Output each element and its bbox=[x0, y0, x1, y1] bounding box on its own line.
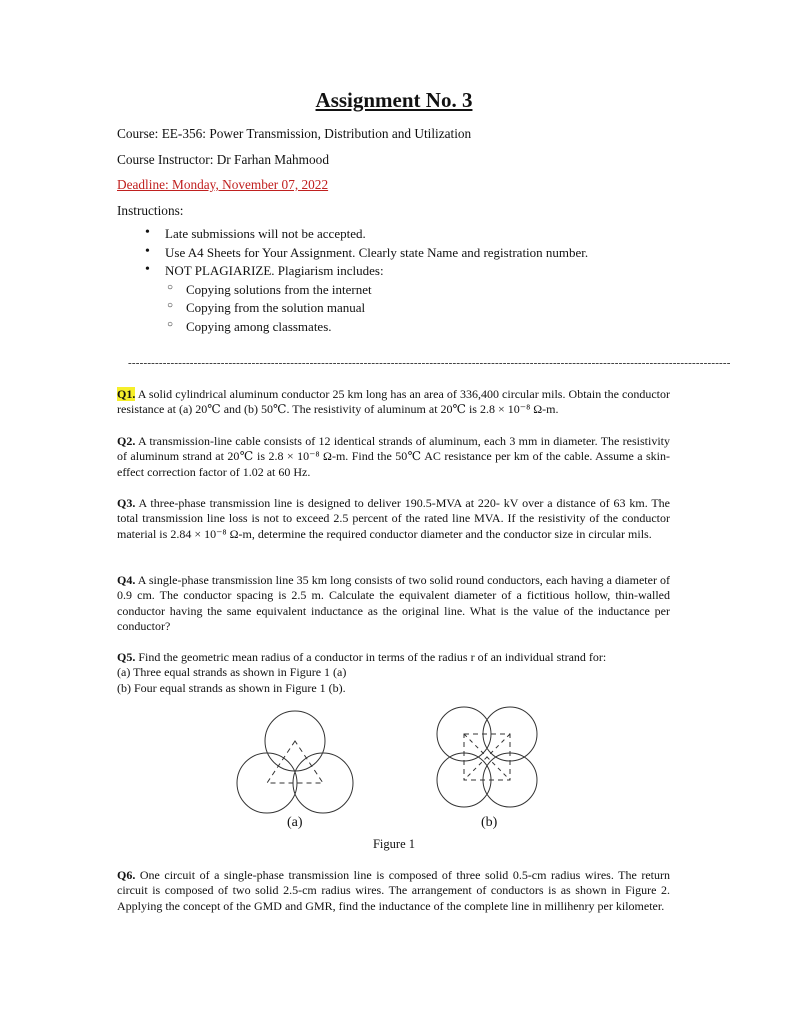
question-label: Q6. bbox=[117, 868, 136, 882]
question-label: Q5. bbox=[117, 650, 136, 664]
bullet-icon: • bbox=[145, 243, 150, 259]
question-4 bbox=[117, 573, 670, 635]
question-6 bbox=[117, 868, 670, 914]
question-1 bbox=[117, 387, 670, 418]
strand-circle bbox=[237, 753, 297, 813]
bullet-icon: • bbox=[145, 225, 150, 240]
figure-label-b: (b) bbox=[481, 815, 498, 830]
question-5 bbox=[117, 650, 670, 696]
question-text: One circuit of a single-phase transmission line is composed of three solid 0.5-cm radius wires. The return circuit is composed of two solid 2.5-cm radius wires. The arrangement of conductors is as shown in Figure 2. Applying the concept of the GMD and GMR, find the inductance of the complete line in millihenry per kilometer. bbox=[117, 868, 670, 913]
question-label: Q1. bbox=[117, 387, 136, 401]
question-label: Q2. bbox=[117, 434, 136, 448]
question-part-b: (b) Four equal strands as shown in Figure 1 (b). bbox=[117, 680, 346, 695]
question-text: A single-phase transmission line 35 km long consists of two solid round conductors, each having a diameter of 0.9 cm. The conductor spacing is 2.5 m. Calculate the equivalent diameter of a fictitious hollow, thin-walled conductor having the same equivalent inductance as the original line. What is the value of the inductance per conductor? bbox=[117, 573, 670, 634]
circle-bullet-icon: ○ bbox=[167, 300, 174, 311]
three-strand-diagram bbox=[237, 711, 353, 813]
question-text: A solid cylindrical aluminum conductor 25 km long has an area of 336,400 circular mils. Obtain the conductor resistance at (a) 20℃ and (b) 50℃. The resistivity of aluminum at 20℃ is 2.8 × 10⁻⁸ Ω-m. bbox=[117, 387, 670, 417]
assignment-title: Assignment No. 3 bbox=[315, 88, 473, 112]
deadline-line: Deadline: Monday, November 07, 2022 bbox=[117, 177, 329, 192]
separator-line: ------------------------------------------------------------------------------------------------------------------------------------------------------------ bbox=[128, 357, 731, 369]
question-2 bbox=[117, 434, 670, 480]
figure-label-a: (a) bbox=[287, 815, 303, 830]
bullet-icon: • bbox=[145, 262, 150, 277]
figure-caption: Figure 1 bbox=[372, 837, 415, 851]
question-label: Q4. bbox=[117, 573, 136, 587]
question-part-a: (a) Three equal strands as shown in Figure 1 (a) bbox=[117, 665, 347, 680]
question-text: A three-phase transmission line is designed to deliver 190.5-MVA at 220- kV over a distance of 63 km. The total transmission line loss is not to exceed 2.5 percent of the rated line MVA. If the resistivity of the conductor material is 2.84 × 10⁻⁸ Ω-m, determine the required conductor diameter and the conductor size in circular mils. bbox=[117, 496, 670, 541]
circle-bullet-icon: ○ bbox=[167, 281, 174, 293]
question-3 bbox=[117, 496, 670, 542]
question-text: Find the geometric mean radius of a conductor in terms of the radius r of an individual strand for: bbox=[138, 650, 607, 664]
circle-bullet-icon: ○ bbox=[167, 318, 174, 330]
four-strand-diagram bbox=[437, 707, 537, 807]
question-label: Q3. bbox=[117, 496, 136, 510]
instructor-line: Course Instructor: Dr Farhan Mahmood bbox=[117, 152, 329, 167]
course-line: Course: EE-356: Power Transmission, Distribution and Utilization bbox=[117, 126, 472, 141]
triangle-dashed bbox=[267, 741, 323, 783]
instructions-label: Instructions: bbox=[117, 203, 184, 218]
document-page: Assignment No. 3 Course: EE-356: Power Transmission, Distribution and Utilization Course Instructor: Dr Farhan Mahmood Deadline: Monday, November 07, 2022 Instructions: • Late submissions will not be accepted. • Use A4 Sheets for Your Assignment. Clearly state Name and registration number. • NOT PLAGIARIZE. Plagiarism includes: ○ Copying solutions from the internet ○ Copying from the solution manual ○ Copying among classmates. ------------------------------------------------------------------------------------------------------------------------------------------------------------ Q1. A solid cylindrical aluminum conductor 25 km long has an area of 336,400 circular mils. Obtain the conductor resistance at (a) 20℃ and (b) 50℃. The resistivity of aluminum at 20℃ is 2.8 × 10⁻⁸ Ω-m. Q2. A transmission-line cable consists of 12 identical strands of aluminum, each 3 mm in diameter. The resistivity of aluminum strand at 20℃ is 2.8 × 10⁻⁸ Ω-m. Find the 50℃ AC resistance per km of the cable. Assume a skin-effect correction factor of 1.02 at 60 Hz. Q3. A three-phase transmission line is designed to deliver 190.5-MVA at 220- kV over a distance of 63 km. The total transmission line loss is not to exceed 2.5 percent of the rated line MVA. If the resistivity of the conductor material is 2.84 × 10⁻⁸ Ω-m, determine the required conductor diameter and the conductor size in circular mils. Q4. A single-phase transmission line 35 km long consists of two solid round conductors, each having a diameter of 0.9 cm. The conductor spacing is 2.5 m. Calculate the equivalent diameter of a fictitious hollow, thin-walled conductor having the same equivalent inductance as the original line. What is the value of the inductance per conductor? Q5. Find the geometric mean radius of a conductor in terms of the radius r of an individual strand for: (a) Three equal strands as shown in Figure 1 (a) (b) Four equal strands as shown in Figure 1 (b). (a) (b) Figure 1 Q6. One circuit of a single-phase transmission line is composed of three solid 0.5-cm radius wires. The return circuit is composed of two solid 2.5-cm radius wires. The arrangement of conductors is as shown in Figure 2. Applying the concept of the GMD and GMR, find the inductance of the complete line in millihenry per kilometer. bbox=[0, 0, 768, 1024]
question-text: A transmission-line cable consists of 12 identical strands of aluminum, each 3 mm in diameter. The resistivity of aluminum strand at 20℃ is 2.8 × 10⁻⁸ Ω-m. Find the 50℃ AC resistance per km of the cable. Assume a skin-effect correction factor of 1.02 at 60 Hz. bbox=[117, 434, 670, 479]
